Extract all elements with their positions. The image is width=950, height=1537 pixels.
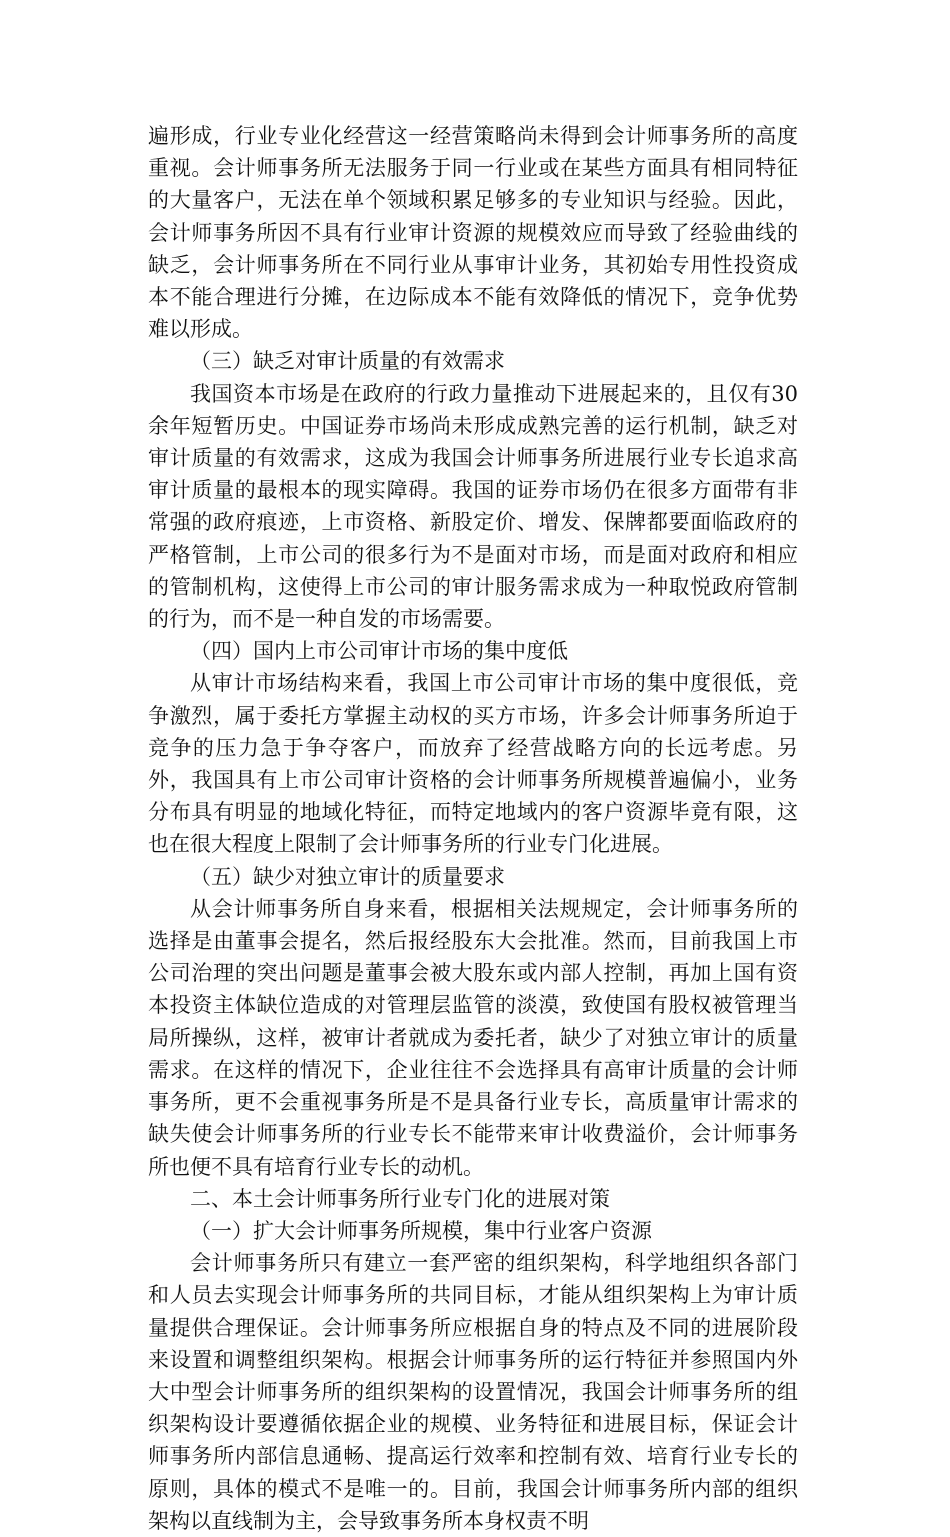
section-heading-5: （五）缺少对独立审计的质量要求 xyxy=(190,864,505,889)
paragraph: 会计师事务所只有建立一套严密的组织架构，科学地组织各部门和人员去实现会计师事务所的共同目标，才能从组织架构上为审计质量提供合理保证。会计师事务所应根据自身的特点及不同的进展阶段来设置和调整组织架构。根据会计师事务所的运行特征并参照国内外大中型会计师事务所的组织架构的设置情况，我国会计师事务所的组织架构设计要遵循依据企业的规模、业务特征和进展目标，保证会计师事务所内部信息通畅、提高运行效率和控制有效、培育行业专长的原则，具体的模式不是唯一的。目前，我国会计师事务所内部的组织架构以直线制为主，会导致事务所本身权责不明 xyxy=(148,1251,798,1533)
document-body xyxy=(148,120,798,1537)
section-heading-1: （一）扩大会计师事务所规模，集中行业客户资源 xyxy=(190,1218,652,1243)
section-heading-4: （四）国内上市公司审计市场的集中度低 xyxy=(190,639,568,664)
paragraph: 从会计师事务所自身来看，根据相关法规规定，会计师事务所的选择是由董事会提名，然后报经股东大会批准。然而，目前我国上市公司治理的突出问题是董事会被大股东或内部人控制，再加上国有资本投资主体缺位造成的对管理层监管的淡漠，致使国有股权被管理当局所操纵，这样，被审计者就成为委托者，缺少了对独立审计的质量需求。在这样的情况下，企业往往不会选择具有高审计质量的会计师事务所，更不会重视事务所是不是具备行业专长，高质量审计需求的缺失使会计师事务所的行业专长不能带来审计收费溢价，会计师事务所也便不具有培育行业专长的动机。 xyxy=(148,896,798,1179)
paragraph-continued: 遍形成，行业专业化经营这一经营策略尚未得到会计师事务所的高度重视。会计师事务所无法服务于同一行业或在某些方面具有相同特征的大量客户，无法在单个领域积累足够多的专业知识与经验。因此，会计师事务所因不具有行业审计资源的规模效应而导致了经验曲线的缺乏，会计师事务所在不同行业从事审计业务，其初始专用性投资成本不能合理进行分摊，在边际成本不能有效降低的情况下，竞争优势难以形成。 xyxy=(148,124,798,342)
chapter-heading-2: 二、本土会计师事务所行业专门化的进展对策 xyxy=(190,1186,610,1211)
section-heading-3: （三）缺乏对审计质量的有效需求 xyxy=(190,349,505,374)
paragraph: 从审计市场结构来看，我国上市公司审计市场的集中度很低，竞争激烈，属于委托方掌握主动权的买方市场，许多会计师事务所迫于竞争的压力急于争夺客户，而放弃了经营战略方向的长远考虑。另外，我国具有上市公司审计资格的会计师事务所规模普遍偏小，业务分布具有明显的地域化特征，而特定地域内的客户资源毕竟有限，这也在很大程度上限制了会计师事务所的行业专门化进展。 xyxy=(148,671,798,857)
paragraph: 我国资本市场是在政府的行政力量推动下进展起来的，且仅有30余年短暂历史。中国证券市场尚未形成成熟完善的运行机制，缺乏对审计质量的有效需求，这成为我国会计师事务所进展行业专长追求高审计质量的最根本的现实障碍。我国的证券市场仍在很多方面带有非常强的政府痕迹，上市资格、新股定价、增发、保牌都要面临政府的严格管制，上市公司的很多行为不是面对市场，而是面对政府和相应的管制机构，这使得上市公司的审计服务需求成为一种取悦政府管制的行为，而不是一种自发的市场需要。 xyxy=(148,381,798,632)
